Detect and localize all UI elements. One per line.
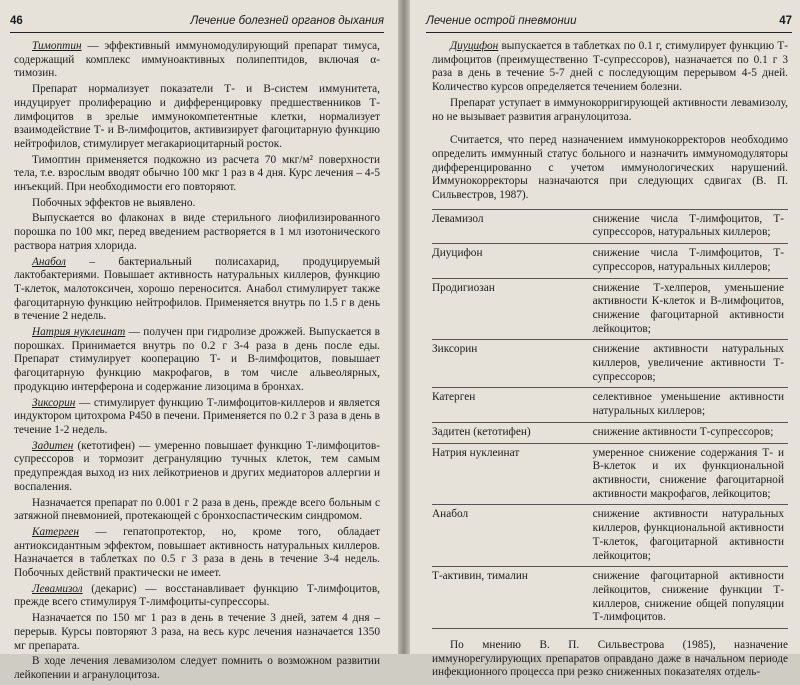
- indication-cell: снижение активности натуральных киллеров, функциональной активности Т-клеток, фагоцитарной активности лейкоцитов;: [589, 505, 788, 567]
- indication-cell: снижение числа Т-лимфоцитов, Т-супрессоров, натуральных киллеров;: [589, 209, 788, 243]
- paragraph-text: (кетотифен) — умеренно повышает функцию Т-лимфоцитов-супрессоров и тормозит дегрануляцию тучных клеток, тем самым предупреждая выход из них лейкотриенов и других медиаторов аллергии и воспаления.: [14, 439, 380, 493]
- drug-name-cell: Зиксорин: [432, 340, 589, 388]
- indication-cell: умеренное снижение содержания Т- и В-клеток и их функциональной активности, снижение фагоцитарной активности макрофагов, лейкоцитов;: [589, 443, 788, 505]
- paragraph: [14, 440, 380, 495]
- paragraph-text: выпускается в таблетках по 0.1 г, стимулирует функцию Т-лимфоцитов (преимущественно Т-супрессоров), назначается по 0.1 г 3 раза в день в течение 5-7 дней с последующим перерывом 4-5 дней. Количество курсов определяется течением болезни.: [432, 40, 788, 94]
- book-gutter: [398, 0, 410, 654]
- immunocorrector-table: [432, 209, 788, 629]
- table-row: [432, 244, 788, 278]
- drug-name-cell: Диуцифон: [432, 244, 589, 278]
- indication-cell: селективное уменьшение активности натуральных киллеров;: [589, 388, 788, 422]
- closing-paragraph: По мнению В. П. Сильвестрова (1985), назначение иммунорегулирующих препаратов оправдано даже в начальном периоде инфекционного процесса при резко сниженных показателях отдель-: [432, 639, 788, 679]
- left-page-number: 46: [10, 15, 23, 27]
- drug-name-cell: Катерген: [432, 388, 589, 422]
- paragraph-text: Назначается по 150 мг 1 раз в день в течение 3 дней, затем 4 дня – перерыв. Курсы повторяют 3 раза, на весь курс лечения назначается 1350 мг препарата.: [14, 612, 380, 652]
- paragraph-text: Тимоптин применяется подкожно из расчета 70 мкг/м² поверхности тела, т.е. взрослым вводят обычно 100 мкг 1 раз в 4 дня. Курс лечения – 4-5 инъекций. При необходимости его повторяют.: [14, 153, 380, 194]
- paragraph-text: (декарис) — восстанавливает функцию Т-лимфоцитов, прежде всего стимулируя Т-лимфоциты-супрессоры.: [14, 582, 380, 609]
- drug-term: Зиксорин: [32, 396, 76, 409]
- paragraph-text: — получен при гидролизе дрожжей. Выпускается в порошках. Принимается внутрь по 0.2 г 3-4 раза в день после еды. Препарат стимулирует кооперацию Т- и В-лимфоцитов, повышает фагоцитарную функцию макрофагов, в том числе альвеолярных, продукцию интерферона и содержание лизоцима в бронхах.: [14, 326, 380, 393]
- drug-name-cell: Анабол: [432, 505, 589, 567]
- table-row: [432, 209, 788, 243]
- indication-cell: снижение Т-хелперов, уменьшение активности К-клеток и В-лимфоцитов, снижение фагоцитарной активности лейкоцитов;: [589, 278, 788, 340]
- paragraph: [432, 97, 788, 124]
- right-page: [410, 0, 800, 679]
- paragraph: [14, 583, 380, 610]
- paragraph: [14, 40, 380, 81]
- paragraph: [14, 497, 380, 524]
- table-row: [432, 422, 788, 443]
- right-page-body: [432, 40, 788, 682]
- paragraph: [14, 197, 380, 211]
- drug-term: Натрия нуклеинат: [32, 326, 126, 339]
- indication-cell: снижение активности Т-супрессоров;: [589, 422, 788, 443]
- drug-term: Левамизол: [32, 582, 83, 595]
- table-row: [432, 388, 788, 422]
- paragraph-text: Побочных эффектов не выявлено.: [32, 196, 196, 209]
- drug-term: Тимоптин: [32, 40, 82, 52]
- indication-cell: снижение фагоцитарной активности лейкоцитов, снижение функции Т-киллеров, снижение общей популяции Т-лимфоцитов.: [589, 567, 788, 629]
- drug-name-cell: Натрия нуклеинат: [432, 443, 589, 505]
- left-page-header: [10, 14, 384, 33]
- table-row: [432, 340, 788, 388]
- drug-term: Анабол: [32, 255, 66, 268]
- drug-name-cell: Задитен (кетотифен): [432, 422, 589, 443]
- paragraph-text: – бактериальный полисахарид, продуцируемый лактобактериями. Повышает активность натуральных киллеров, функцию Т-клеток, малотоксичен, хорошо переносится. Анабол стимулирует также фагоцитарную функцию нейтрофилов. Применяется внутрь по 1.5 г в день в течение 2 недель.: [14, 255, 380, 323]
- paragraph-text: Выпускается во флаконах в виде стерильного лиофилизированного порошка по 100 мкг, перед введением растворяется в 1 мл изотонического раствора натрия хлорида.: [14, 212, 380, 252]
- paragraph: [14, 655, 380, 682]
- paragraph: [14, 256, 380, 325]
- indication-cell: снижение активности натуральных киллеров, увеличение активности Т-супрессоров;: [589, 340, 788, 388]
- paragraph-text: — гепатопротектор, но, кроме того, обладает антиоксидантным эффектом, повышает активность натуральных киллеров. Назначается в таблетках по 0.5 г 3 раза в день в течение 3-4 недель. Побочных действий практически не имеет.: [14, 525, 380, 580]
- paragraph: [14, 212, 380, 253]
- right-page-header: [426, 14, 792, 33]
- paragraph-text: Назначается препарат по 0.001 г 2 раза в день, прежде всего больным с затяжной пневмонией, протекающей с бронхоспастическим синдромом.: [14, 496, 380, 523]
- paragraph-text: В ходе лечения левамизолом следует помнить о возможном развитии лейкопении и агранулоцитоза.: [14, 655, 380, 681]
- table-row: [432, 505, 788, 567]
- left-page: [0, 0, 398, 681]
- paragraph: [14, 526, 380, 581]
- drug-name-cell: Т-активин, тималин: [432, 567, 589, 629]
- paragraph: [14, 326, 380, 395]
- table-row: [432, 278, 788, 340]
- drug-term: Катерген: [32, 525, 79, 538]
- table-row: [432, 443, 788, 505]
- paragraph: [432, 40, 788, 95]
- paragraph: [14, 397, 380, 438]
- table-row: [432, 567, 788, 629]
- right-running-title: Лечение острой пневмонии: [426, 15, 577, 27]
- paragraph-text: — стимулирует функцию Т-лимфоцитов-киллеров и является индуктором цитохрома P450 в печени. Применяется по 0.2 г 3 раза в день в течение 1-2 недель.: [14, 396, 380, 436]
- drug-name-cell: Левамизол: [432, 209, 589, 243]
- left-page-body: [14, 40, 380, 685]
- drug-term: Задитен: [32, 439, 74, 452]
- drug-term: Диуцифон: [450, 40, 499, 52]
- paragraph-text: Препарат нормализует показатели Т- и В-систем иммунитета, индуцирует пролиферацию и дифференцировку предшественников Т-лимфоцитов в зрелые иммунокомпетентные клетки, нормализует взаимодействие Т- и В-лимфоцитов, активизирует фагоцитарную функцию нейтрофилов, стимулирует мегакариоцитарный росток.: [14, 83, 380, 150]
- paragraph: [14, 612, 380, 653]
- paragraph: [14, 154, 380, 195]
- paragraph-text: — эффективный иммуномодулирующий препарат тимуса, содержащий комплекс иммуноактивных полипептидов, включая α-тимозин.: [14, 40, 380, 80]
- right-page-number: 47: [779, 15, 792, 27]
- paragraph: [14, 83, 380, 152]
- drug-name-cell: Продигиозан: [432, 278, 589, 340]
- paragraph-text: Препарат уступает в иммунокорригирующей активности левамизолу, но не вызывает развития агранулоцитоза.: [432, 96, 788, 123]
- intro-paragraph: Считается, что перед назначением иммунокорректоров необходимо определить иммунный статус больного и назначить иммуномодуляторы дифференцированно с учетом иммунологических нарушений. Иммунокорректоры назначаются при следующих сдвигах (В. П. Сильвестров, 1987).: [432, 134, 788, 202]
- indication-cell: снижение числа Т-лимфоцитов, Т-супрессоров, натуральных киллеров;: [589, 244, 788, 278]
- left-running-title: Лечение болезней органов дыхания: [190, 15, 384, 27]
